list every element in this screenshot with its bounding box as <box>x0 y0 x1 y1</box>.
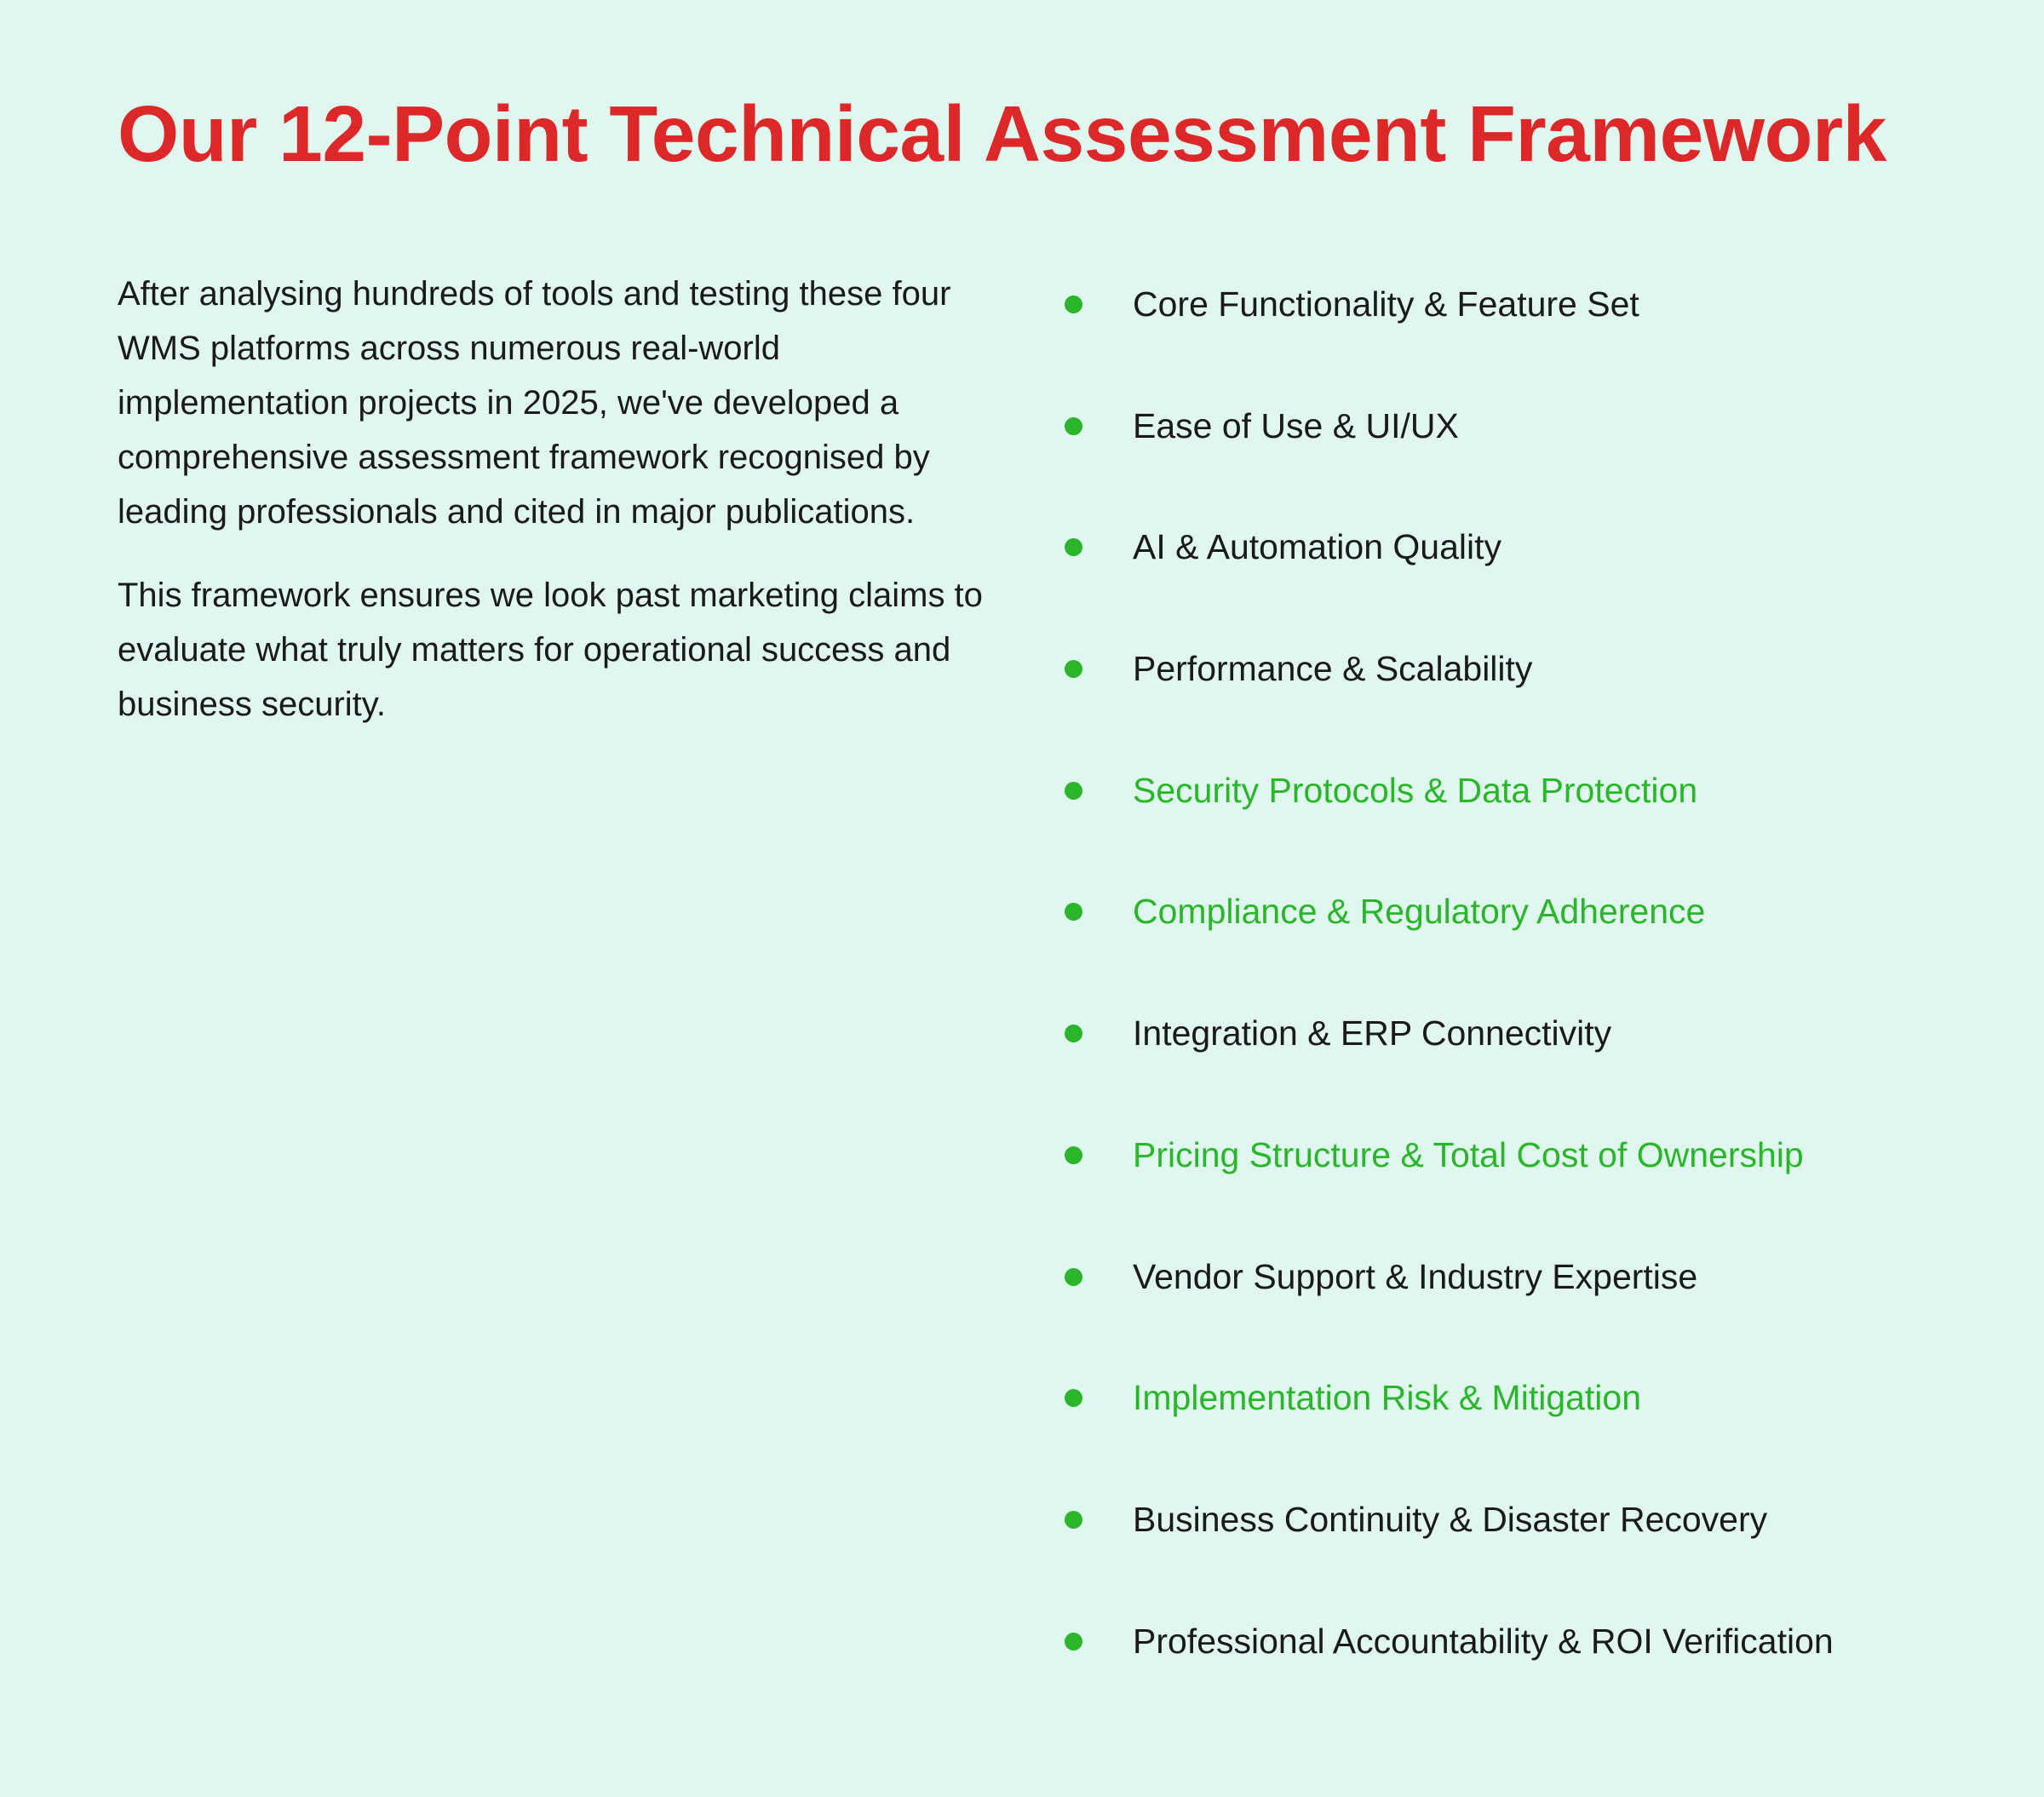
list-item <box>1065 1610 2018 1731</box>
bullet-icon <box>1065 417 1082 435</box>
bullet-icon <box>1065 296 1082 313</box>
criteria-label: Implementation Risk & Mitigation <box>1133 1378 1642 1418</box>
page-title: Our 12-Point Technical Assessment Framework <box>118 89 1886 178</box>
criteria-label: Pricing Structure & Total Cost of Ownership <box>1133 1134 1804 1174</box>
criteria-label: Ease of Use & UI/UX <box>1133 405 1459 445</box>
bullet-icon <box>1065 538 1082 556</box>
criteria-label: Professional Accountability & ROI Verification <box>1133 1621 1834 1661</box>
list-item <box>1065 637 2018 759</box>
criteria-label: Security Protocols & Data Protection <box>1133 770 1698 810</box>
list-item <box>1065 515 2018 637</box>
list-item <box>1065 880 2018 1002</box>
intro-section <box>118 267 995 761</box>
list-item <box>1065 1488 2018 1610</box>
bullet-icon <box>1065 903 1082 921</box>
criteria-label: Compliance & Regulatory Adherence <box>1133 892 1706 932</box>
bullet-icon <box>1065 1146 1082 1164</box>
criteria-label: Business Continuity & Disaster Recovery <box>1133 1499 1768 1539</box>
bullet-icon <box>1065 1511 1082 1529</box>
intro-paragraph: After analysing hundreds of tools and testing these four WMS platforms across numerous real-world implementation projects in 2025, we've developed a comprehensive assessment framework recognised by leading professionals and cited in major publications. <box>118 275 951 531</box>
bullet-icon <box>1065 782 1082 800</box>
criteria-label: Vendor Support & Industry Expertise <box>1133 1256 1698 1296</box>
bullet-icon <box>1065 660 1082 678</box>
list-item <box>1065 1002 2018 1123</box>
list-item <box>1065 1123 2018 1245</box>
criteria-label: AI & Automation Quality <box>1133 527 1502 567</box>
criteria-label: Integration & ERP Connectivity <box>1133 1013 1612 1054</box>
bullet-icon <box>1065 1025 1082 1042</box>
bullet-icon <box>1065 1633 1082 1651</box>
list-item <box>1065 1245 2018 1367</box>
list-item <box>1065 1366 2018 1488</box>
list-item <box>1065 759 2018 881</box>
list-item <box>1065 394 2018 516</box>
bullet-icon <box>1065 1389 1082 1407</box>
list-item <box>1065 273 2018 394</box>
intro-paragraph: This framework ensures we look past marketing claims to evaluate what truly matters for operational success and business security. <box>118 577 983 723</box>
criteria-label: Performance & Scalability <box>1133 649 1533 689</box>
criteria-list <box>1065 273 2018 1731</box>
bullet-icon <box>1065 1268 1082 1286</box>
criteria-label: Core Functionality & Feature Set <box>1133 284 1639 324</box>
